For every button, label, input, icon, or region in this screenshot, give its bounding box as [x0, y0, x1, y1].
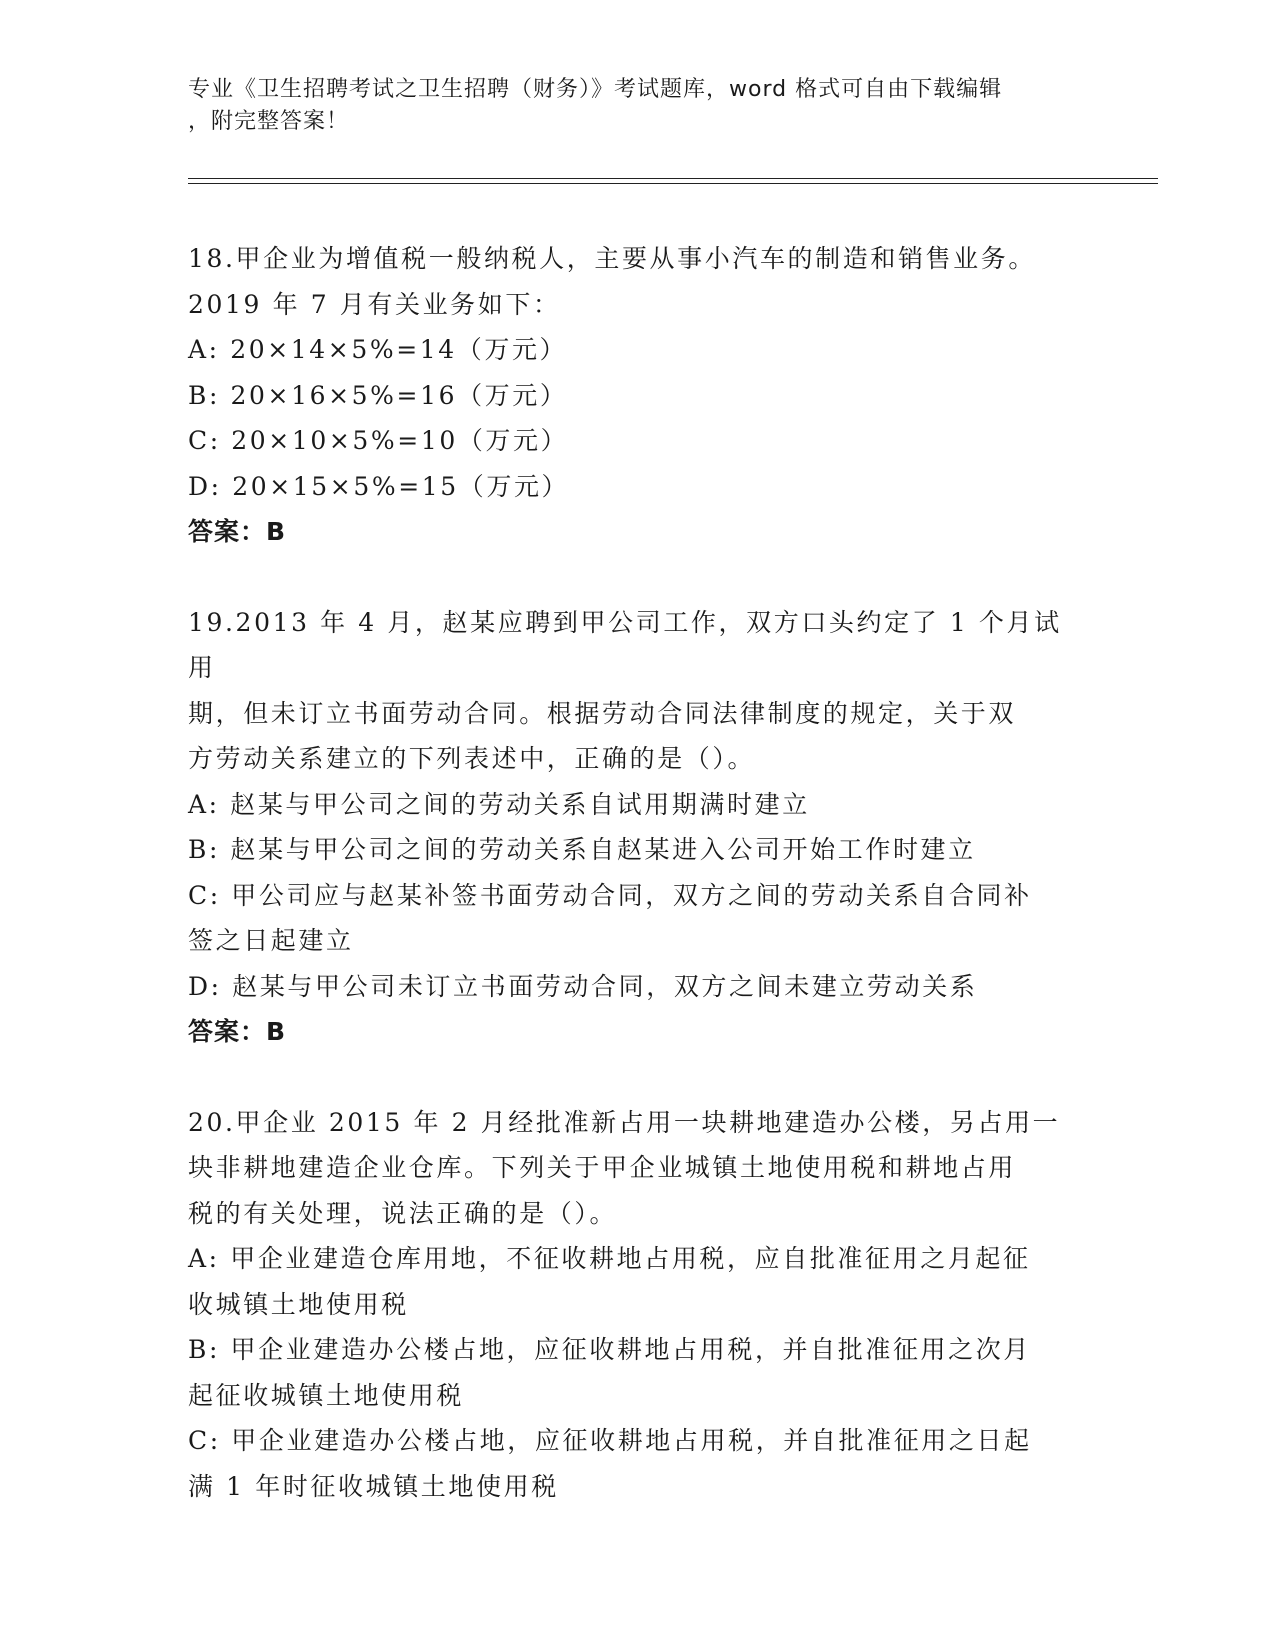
option-c: C: 甲企业建造办公楼占地，应征收耕地占用税，并自批准征用之日起	[188, 1426, 1032, 1455]
header-line: ，附完整答案！	[188, 109, 350, 134]
header-divider	[188, 178, 1158, 184]
option-a: A: 甲企业建造仓库用地，不征收耕地占用税，应自批准征用之月起征	[188, 1244, 1031, 1273]
header-line: 专业《卫生招聘考试之卫生招聘（财务）》考试题库，word 格式可自由下载编辑	[188, 77, 1003, 102]
option-b: B: 甲企业建造办公楼占地，应征收耕地占用税，并自批准征用之次月	[188, 1335, 1031, 1364]
option-b-continued: 起征收城镇土地使用税	[188, 1380, 465, 1410]
option-a-continued: 收城镇土地使用税	[188, 1289, 409, 1319]
question-stem-line: 19.2013 年 4 月，赵某应聘到甲公司工作，双方口头约定了 1 个月试用	[188, 607, 1062, 682]
option-d: D: 20×15×5%=15（万元）	[188, 471, 570, 501]
question-20	[188, 1100, 1088, 1510]
question-stem-line: 方劳动关系建立的下列表述中，正确的是（）。	[188, 744, 756, 773]
option-c: C: 20×10×5%=10（万元）	[188, 426, 569, 455]
option-c-continued: 满 1 年时征收城镇土地使用税	[188, 1471, 559, 1501]
question-stem-line: 2019 年 7 月有关业务如下：	[188, 289, 561, 319]
option-a: A: 赵某与甲公司之间的劳动关系自试用期满时建立	[188, 789, 810, 819]
question-stem-line: 块非耕地建造企业仓库。下列关于甲企业城镇土地使用税和耕地占用	[188, 1153, 1017, 1182]
question-list	[188, 236, 1088, 1554]
option-c: C: 甲公司应与赵某补签书面劳动合同，双方之间的劳动关系自合同补	[188, 880, 1032, 910]
option-b: B: 赵某与甲公司之间的劳动关系自赵某进入公司开始工作时建立	[188, 835, 976, 864]
option-d: D: 赵某与甲公司未订立书面劳动合同，双方之间未建立劳动关系	[188, 971, 978, 1001]
answer: 答案：B	[188, 1017, 287, 1046]
page-header	[188, 74, 1068, 138]
option-c-continued: 签之日起建立	[188, 926, 354, 955]
option-b: B: 20×16×5%=16（万元）	[188, 380, 568, 410]
question-18	[188, 236, 1088, 555]
option-a: A: 20×14×5%=14（万元）	[188, 335, 568, 364]
answer: 答案：B	[188, 517, 287, 546]
question-19	[188, 600, 1088, 1055]
question-stem-line: 18.甲企业为增值税一般纳税人，主要从事小汽车的制造和销售业务。	[188, 244, 1036, 273]
question-stem-line: 期，但未订立书面劳动合同。根据劳动合同法律制度的规定，关于双	[188, 698, 1017, 728]
question-stem-line: 20.甲企业 2015 年 2 月经批准新占用一块耕地建造办公楼，另占用一	[188, 1107, 1061, 1137]
question-stem-line: 税的有关处理，说法正确的是（）。	[188, 1198, 618, 1228]
